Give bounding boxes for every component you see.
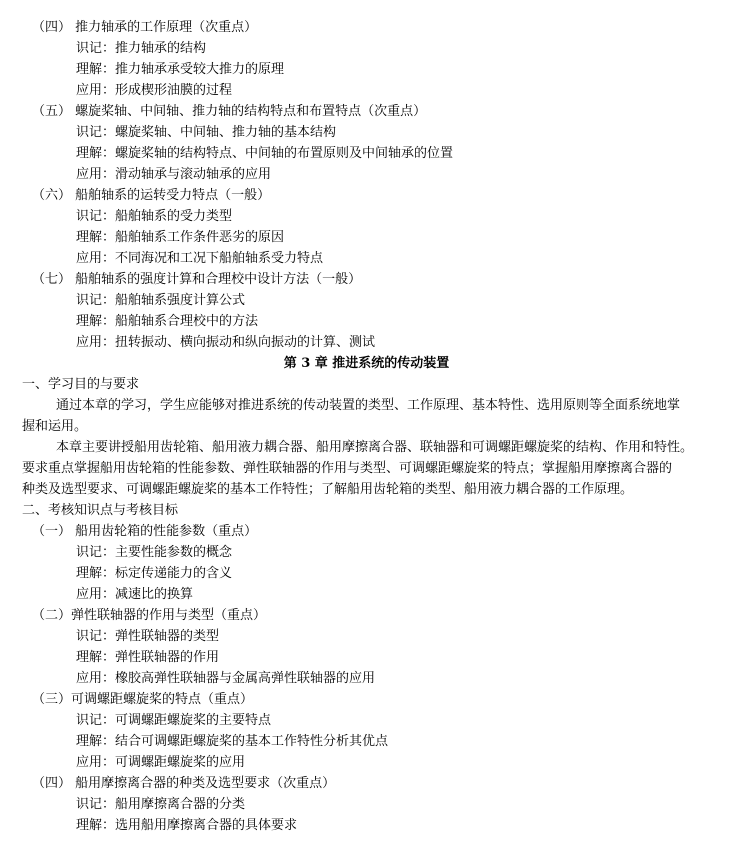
paragraph-line: 本章主要讲授船用齿轮箱、船用液力耦合器、船用摩擦离合器、联轴器和可调螺距螺旋桨的结构、作用和特性。	[56, 440, 694, 455]
section-heading: （四） 推力轴承的工作原理（次重点）	[32, 20, 258, 35]
part-heading: 二、考核知识点与考核目标	[22, 503, 179, 518]
section-heading: （二）弹性联轴器的作用与类型（重点）	[32, 608, 267, 623]
list-item: 识记：船舶轴系的受力类型	[76, 209, 233, 224]
list-item: 识记：船用摩擦离合器的分类	[76, 797, 246, 812]
list-item: 应用：橡胶高弹性联轴器与金属高弹性联轴器的应用	[76, 671, 376, 686]
section-heading: （三）可调螺距螺旋桨的特点（重点）	[32, 692, 254, 707]
list-item: 识记：可调螺距螺旋桨的主要特点	[76, 713, 272, 728]
section-heading: （四） 船用摩擦离合器的种类及选型要求（次重点）	[32, 776, 336, 791]
list-item: 理解：推力轴承承受较大推力的原理	[76, 62, 285, 77]
list-item: 理解：螺旋桨轴的结构特点、中间轴的布置原则及中间轴承的位置	[76, 146, 454, 161]
paragraph-line: 通过本章的学习，学生应能够对推进系统的传动装置的类型、工作原理、基本特性、选用原则等全面系统地掌	[56, 398, 681, 413]
list-item: 识记：船舶轴系强度计算公式	[76, 293, 246, 308]
list-item: 理解：弹性联轴器的作用	[76, 650, 220, 665]
section-heading: （六） 船舶轴系的运转受力特点（一般）	[32, 188, 271, 203]
chapter-title: 第 3 章 推进系统的传动装置	[283, 356, 450, 371]
paragraph-line: 握和运用。	[22, 419, 88, 434]
part-heading: 一、学习目的与要求	[22, 377, 140, 392]
list-item: 识记：主要性能参数的概念	[76, 545, 233, 560]
list-item: 理解：结合可调螺距螺旋桨的基本工作特性分析其优点	[76, 734, 389, 749]
section-heading: （五） 螺旋桨轴、中间轴、推力轴的结构特点和布置特点（次重点）	[32, 104, 427, 119]
list-item: 识记：推力轴承的结构	[76, 41, 207, 56]
list-item: 理解：船舶轴系合理校中的方法	[76, 314, 259, 329]
list-item: 应用：形成楔形油膜的过程	[76, 83, 233, 98]
list-item: 识记：螺旋桨轴、中间轴、推力轴的基本结构	[76, 125, 337, 140]
paragraph-line: 要求重点掌握船用齿轮箱的性能参数、弹性联轴器的作用与类型、可调螺距螺旋桨的特点；掌握船用摩擦离合器的	[22, 461, 673, 476]
section-heading: （七） 船舶轴系的强度计算和合理校中设计方法（一般）	[32, 272, 362, 287]
list-item: 应用：不同海况和工况下船舶轴系受力特点	[76, 251, 324, 266]
list-item: 应用：可调螺距螺旋桨的应用	[76, 755, 246, 770]
list-item: 理解：标定传递能力的含义	[76, 566, 233, 581]
list-item: 理解：选用船用摩擦离合器的具体要求	[76, 818, 298, 833]
list-item: 应用：扭转振动、横向振动和纵向振动的计算、测试	[76, 335, 376, 350]
list-item: 识记：弹性联轴器的类型	[76, 629, 220, 644]
list-item: 应用：滑动轴承与滚动轴承的应用	[76, 167, 272, 182]
paragraph-line: 种类及选型要求、可调螺距螺旋桨的基本工作特性；了解船用齿轮箱的类型、船用液力耦合器的工作原理。	[22, 482, 634, 497]
section-heading: （一） 船用齿轮箱的性能参数（重点）	[32, 524, 258, 539]
list-item: 应用：减速比的换算	[76, 587, 194, 602]
list-item: 理解：船舶轴系工作条件恶劣的原因	[76, 230, 285, 245]
